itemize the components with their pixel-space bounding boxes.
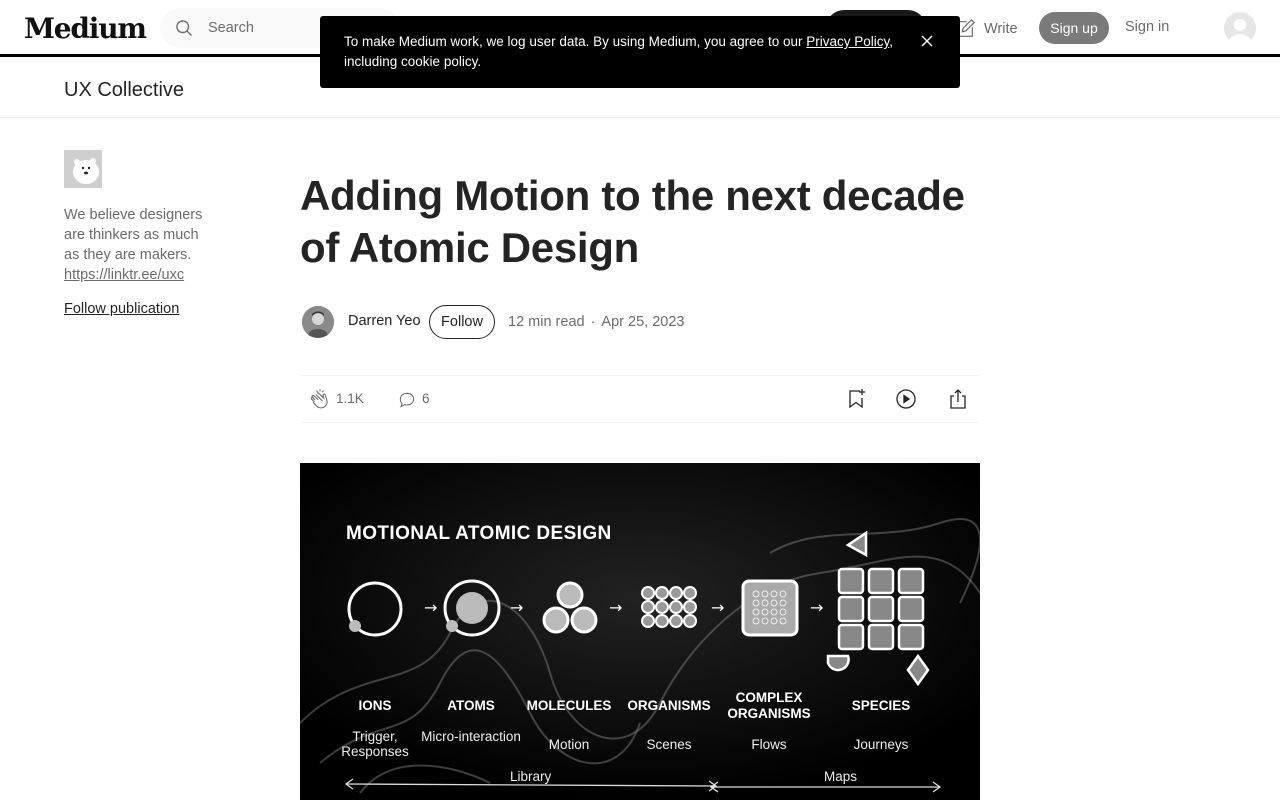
privacy-policy-link[interactable]: Privacy Policy [806, 34, 890, 49]
svg-text:→: → [424, 598, 438, 617]
clap-icon[interactable] [308, 388, 332, 412]
stage-sub: Trigger, Responses [341, 729, 409, 759]
stage-sub: Journeys [853, 737, 909, 752]
svg-text:→: → [609, 598, 623, 617]
search-icon [174, 18, 194, 38]
hero-title: MOTIONAL ATOMIC DESIGN [346, 523, 612, 544]
cookie-text-before: To make Medium work, we log user data. By using Medium, you agree to our [344, 34, 807, 49]
complex-organism-graphic [743, 581, 797, 635]
response-count: 6 [422, 391, 430, 406]
play-audio-icon[interactable] [894, 387, 918, 411]
article-meta [508, 314, 684, 330]
organism-graphic [642, 587, 696, 627]
stage-name: SPECIES [851, 698, 911, 713]
close-icon[interactable] [920, 34, 934, 48]
svg-text:→: → [711, 598, 725, 617]
stage-sub: Motion [548, 737, 590, 752]
stage-name: MOLECULES [526, 698, 612, 713]
publication-name[interactable]: UX Collective [64, 79, 185, 101]
stage-sub: Scenes [646, 737, 692, 752]
bookmark-add-icon[interactable] [844, 387, 868, 411]
cookie-text-after: , including cookie policy. [344, 34, 894, 69]
stage-name: COMPLEX ORGANISMS [727, 690, 811, 721]
article-action-bar [300, 375, 980, 423]
svg-text:→: → [510, 598, 524, 617]
sign-in-link[interactable]: Sign in [1125, 19, 1170, 35]
publish-date: Apr 25, 2023 [601, 314, 685, 330]
write-button[interactable] [954, 18, 1018, 40]
stage-name: ORGANISMS [627, 698, 711, 713]
author-name[interactable]: Darren Yeo [348, 313, 421, 329]
write-label: Write [984, 21, 1018, 37]
stage-name: ATOMS [447, 698, 495, 713]
stage-sub: Flows [751, 737, 787, 752]
publication-description [64, 205, 214, 285]
publication-logo-icon[interactable] [64, 150, 102, 188]
comment-icon[interactable] [397, 390, 417, 410]
stage-sub: Micro-interaction [421, 729, 521, 744]
meta-separator: · [590, 314, 596, 330]
follow-author-button[interactable]: Follow [429, 305, 495, 339]
stage-name: IONS [358, 698, 392, 713]
follow-publication-link[interactable]: Follow publication [64, 301, 180, 317]
publication-tagline: We believe designers are thinkers as much as they are makers. [64, 207, 203, 263]
clap-count: 1.1K [336, 391, 364, 406]
hero-image [300, 463, 980, 800]
author-avatar[interactable] [302, 306, 334, 338]
range-label-maps: Maps [824, 769, 858, 784]
range-label-library: Library [510, 769, 552, 784]
cookie-banner [320, 16, 960, 88]
share-icon[interactable] [946, 387, 970, 411]
read-time: 12 min read [508, 314, 585, 330]
svg-text:→: → [810, 598, 824, 617]
user-avatar-icon[interactable] [1224, 12, 1256, 44]
medium-logo[interactable]: Medium [24, 12, 146, 45]
publication-link[interactable]: https://linktr.ee/uxc [64, 267, 185, 283]
sign-up-button[interactable]: Sign up [1039, 12, 1109, 44]
article-title: Adding Motion to the next decade of Atomic Design [300, 172, 965, 271]
